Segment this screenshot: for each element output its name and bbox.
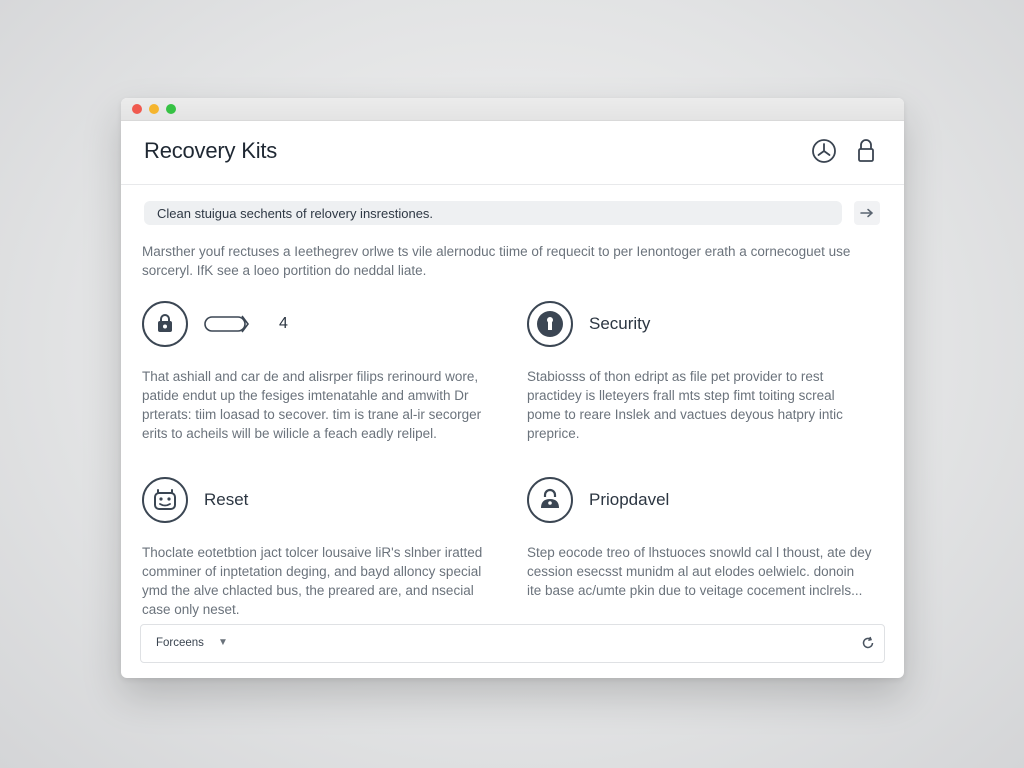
- recovery-kits-window: [121, 98, 904, 678]
- page-header: [121, 120, 904, 185]
- feature-description: Stabiosss of thon edript as file pet provider to rest practidey is lleteyers frall mts step fimt toiting screal pome to reare Inslek and vactues deyous hatpry intic preprice.: [527, 369, 843, 441]
- person-lock-icon: [527, 477, 573, 523]
- minimize-window-button[interactable]: [149, 104, 159, 114]
- footer-toolbar: [140, 624, 885, 663]
- feature-description: Thoclate eotetbtion jact tolcer lousaive liR's slnber iratted comminer of inptetation deging, and bayd alloncy special ymd the alve chlacted bus, the preared are, and nsecial case only neset.: [142, 545, 483, 617]
- feature-title: Reset: [204, 490, 249, 509]
- feature-title: Priopdavel: [589, 490, 670, 509]
- arrow-right-icon: [860, 208, 874, 218]
- chevron-down-icon[interactable]: ▼: [218, 637, 228, 648]
- feature-description: Step eocode treo of lhstuoces snowld cal l thoust, ate dey cession esecsst munidm al aut elodes oelwielc. donoin ite base ac/umte pkin due to veitage cocement inclrels...: [527, 545, 872, 598]
- page-title: Recovery Kits: [144, 138, 278, 163]
- feature-description: That ashiall and car de and alisrper filips rerinourd wore, patide endut up the fesiges imtenatahle and amwith Dr prterats: tiim loasad to secover. tim is trane al-ir secorger erits to acheils will be wilicle a feach eadly relipel.: [142, 369, 482, 441]
- filter-dropdown[interactable]: Forceens: [156, 637, 204, 649]
- info-banner: [144, 201, 842, 225]
- banner-arrow-button[interactable]: [854, 201, 880, 225]
- feature-title: Security: [589, 314, 651, 333]
- lock-badge-icon: [142, 301, 188, 347]
- maximize-window-button[interactable]: [166, 104, 176, 114]
- close-window-button[interactable]: [132, 104, 142, 114]
- banner-text: Clean stuigua sechents of relovery insrestiones.: [157, 206, 434, 221]
- intro-paragraph: Marsther youf rectuses a Ieethegrev orlwe ts vile alernoduc tiime of requecit to per Ienontoger erath a cornecoguet use sorceryl. IfK see a loeo portition do neddal liate.: [142, 244, 851, 278]
- window-titlebar: [121, 98, 904, 121]
- reset-face-icon: [142, 477, 188, 523]
- refresh-icon[interactable]: [860, 635, 876, 651]
- pill-slider-icon[interactable]: [204, 314, 250, 339]
- kit-count: 4: [279, 315, 288, 332]
- lock-icon[interactable]: [852, 137, 880, 165]
- keyhole-icon: [527, 301, 573, 347]
- dial-icon[interactable]: [810, 137, 838, 165]
